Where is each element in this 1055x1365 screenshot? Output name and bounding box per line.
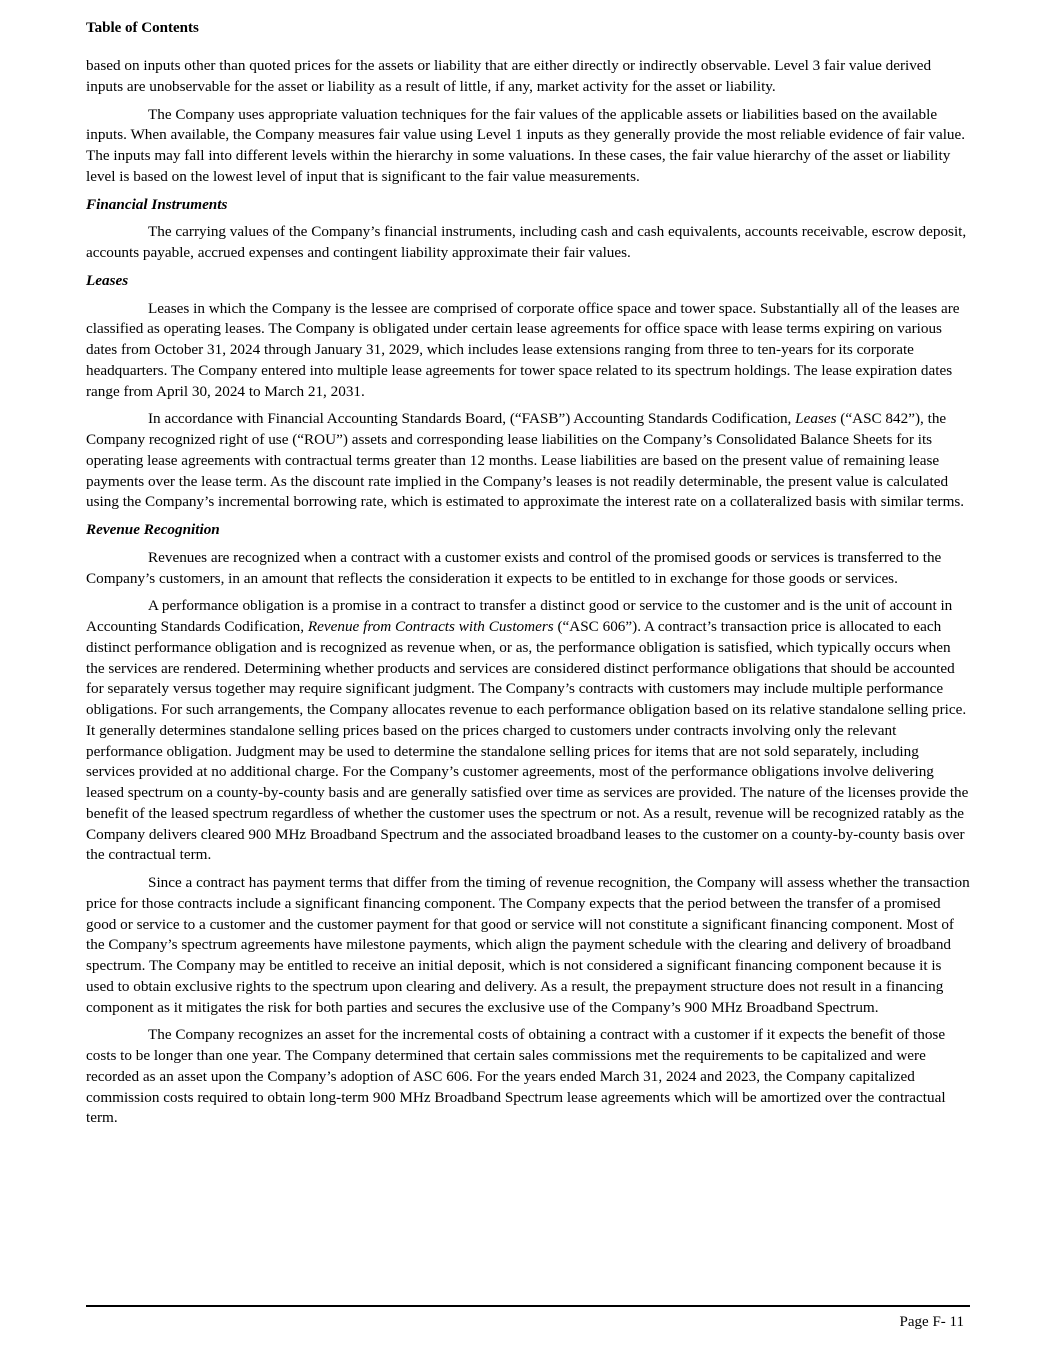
paragraph-financing-component: Since a contract has payment terms that differ from the timing of revenue recognition, the Company will assess whether the transaction price for those contracts include a significant financing component. The Company expects that the period between the transfer of a promised good or service to a customer and the customer payment for that good or service will not constitute a significant financing component. Most of the Company’s spectrum agreements have milestone payments, which align the payment schedule with the clearing and delivery of broadband spectrum. The Company may be entitled to receive an initial deposit, which is not considered a significant financing component because it is used to obtain exclusive rights to the spectrum upon clearing and delivery. As a result, the prepayment structure does not result in a financing component as it mitigates the risk for both parties and secures the exclusive use of the Company’s 900 MHz Broadband Spectrum. bbox=[86, 874, 970, 1016]
asc-842-text-b: (“ASC 842”), the Company recognized right of use (“ROU”) assets and corresponding lease liabilities on the Company’s Consolidated Balance Sheets for its operating lease agreements with contractual terms greater than 12 months. Lease liabilities are based on the present value of remaining lease payments over the lease term. As the discount rate implied in the Company’s leases is not readily determinable, the present value is calculated using the Company’s incremental borrowing rate, which is estimated to approximate the interest rate on a collateralized basis with similar terms. bbox=[86, 410, 965, 511]
paragraph-fair-value-continued: based on inputs other than quoted prices for the assets or liability that are either directly or indirectly observable. Level 3 fair value derived inputs are unobservable for the asset or liability as a result of little, if any, market activity for the asset or liability. bbox=[86, 57, 932, 95]
paragraph-contract-costs: The Company recognizes an asset for the incremental costs of obtaining a contract with a customer if it expects the benefit of those costs to be longer than one year. The Company determined that certain sales commissions met the requirements to be capitalized and were recorded as an asset upon the Company’s adoption of ASC 606. For the years ended March 31, 2024 and 2023, the Company capitalized commission costs required to obtain long-term 900 MHz Broadband Spectrum lease agreements which will be amortized over the contractual term. bbox=[86, 1026, 946, 1127]
paragraph-performance-obligation bbox=[86, 596, 970, 866]
paragraph-valuation-techniques: The Company uses appropriate valuation techniques for the fair values of the applicable assets or liabilities based on the available inputs. When available, the Company measures fair value using Level 1 inputs as they generally provide the most reliable evidence of fair value. The inputs may fall into different levels within the hierarchy in some valuations. In these cases, the fair value hierarchy of the asset or liability level is based on the lowest level of input that is significant to the fair value measurements. bbox=[86, 105, 966, 185]
footer-divider bbox=[86, 1305, 970, 1307]
performance-obligation-italic-term: Revenue from Contracts with Customers bbox=[307, 618, 554, 635]
heading-leases: Leases bbox=[86, 271, 129, 289]
document-page bbox=[86, 18, 970, 1136]
asc-842-italic-term: Leases bbox=[795, 410, 837, 428]
document-body bbox=[86, 56, 970, 1129]
paragraph-revenue-recognized: Revenues are recognized when a contract with a customer exists and control of the promised goods or services is transferred to the Company’s customers, in an amount that reflects the consideration it expects to be entitled to in exchange for those goods or services. bbox=[86, 548, 942, 587]
page-number: Page F- 11 bbox=[899, 1314, 964, 1330]
asc-842-text-a: In accordance with Financial Accounting Standards Board, (“FASB”) Accounting Standards Codification, bbox=[148, 410, 796, 428]
performance-obligation-text-a: A performance obligation is a promise in a contract to transfer a distinct good or service to the customer and is the unit of account in Accounting Standards Codification, bbox=[86, 597, 953, 635]
heading-revenue-recognition: Revenue Recognition bbox=[86, 521, 220, 538]
table-of-contents-link[interactable]: Table of Contents bbox=[86, 20, 199, 36]
performance-obligation-text-b: (“ASC 606”). A contract’s transaction price is allocated to each distinct performance obligation and is recognized as revenue when, or as, the performance obligation is satisfied, which typically occurs when the services are rendered. Determining whether products and services are considered distinct performance obligations that should be accounted for separately versus together may require significant judgment. The Company’s contracts with customers may include multiple performance obligations. For such arrangements, the Company allocates revenue to each performance obligation based on its relative standalone selling price. It generally determines standalone selling prices based on the prices charged to customers under contracts involving only the relevant performance obligation. Judgment may be used to determine the standalone selling prices for items that are not sold separately, including services provided at no additional charge. For the Company’s customer agreements, most of the performance obligations involve delivering leased spectrum on a county-by-county basis and are generally satisfied over time as services are provided. The nature of the licenses provide the benefit of the leased spectrum regardless of whether the customer uses the spectrum or not. As a result, revenue will be recognized ratably as the Company delivers cleared 900 MHz Broadband Spectrum and the associated broadband leases to the customer on a county-by-county basis over the contractual term. bbox=[86, 618, 969, 864]
heading-financial-instruments: Financial Instruments bbox=[86, 195, 228, 213]
paragraph-asc-842 bbox=[86, 409, 970, 513]
paragraph-financial-instruments: The carrying values of the Company’s financial instruments, including cash and cash equivalents, accounts receivable, escrow deposit, accounts payable, accrued expenses and contingent liability approximate their fair values. bbox=[86, 223, 967, 261]
paragraph-leases-overview: Leases in which the Company is the lessee are comprised of corporate office space and tower space. Substantially all of the leases are classified as operating leases. The Company is obligated under certain lease agreements for office space with lease terms expiring on various dates from October 31, 2024 through January 31, 2029, which includes lease extensions ranging from three to ten-years for its corporate headquarters. The Company entered into multiple lease agreements for tower space related to its spectrum holdings. The lease expiration dates range from April 30, 2024 to March 21, 2031. bbox=[86, 299, 960, 400]
